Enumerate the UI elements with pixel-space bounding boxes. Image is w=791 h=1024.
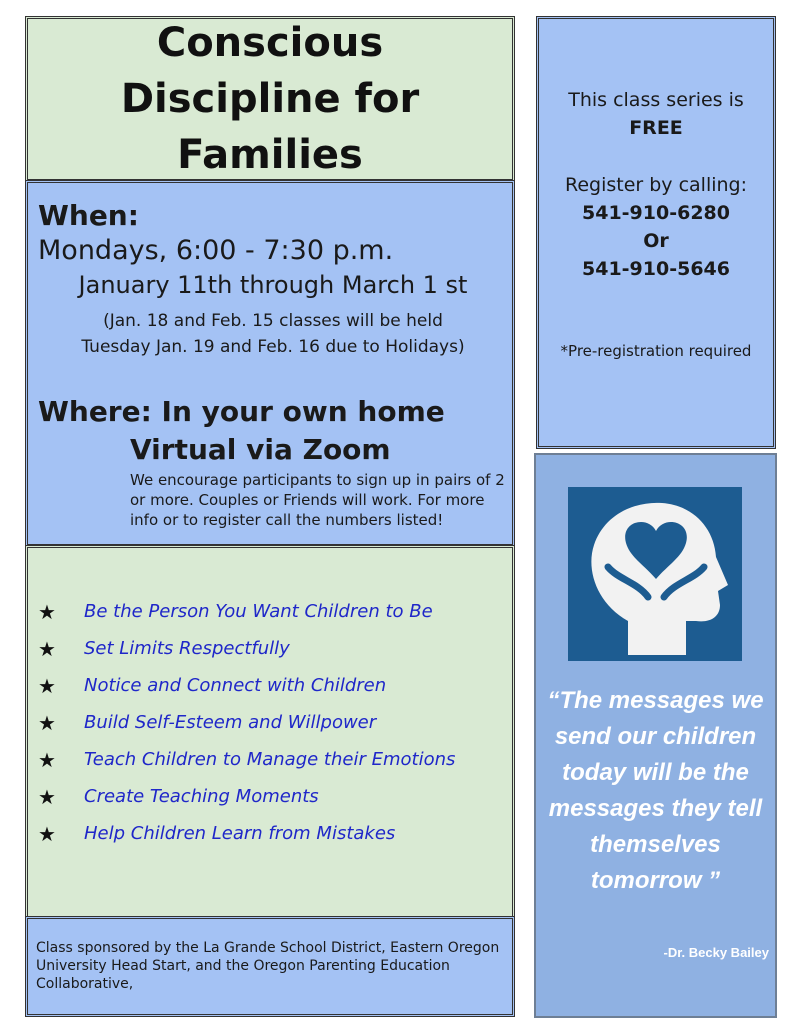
benefit-text: Build Self-Esteem and Willpower: [84, 712, 377, 733]
when-note-line2: Tuesday Jan. 19 and Feb. 16 due to Holidays): [81, 337, 465, 357]
register-line: Register by calling:: [564, 174, 748, 196]
sponsor-box: [25, 916, 515, 1017]
quote-author: -Dr. Becky Bailey: [663, 945, 769, 960]
benefit-text: Teach Children to Manage their Emotions: [84, 749, 456, 770]
star-icon: ★: [38, 599, 56, 624]
preregistration-note: *Pre-registration required: [560, 342, 752, 360]
when-note: [28, 308, 515, 360]
benefit-text: Set Limits Respectfully: [84, 638, 290, 659]
benefit-text: Be the Person You Want Children to Be: [84, 601, 433, 622]
list-item: [38, 630, 455, 667]
star-icon: ★: [38, 710, 56, 735]
free-line: This class series is: [568, 89, 744, 111]
registration-box: [536, 16, 776, 449]
quote-text: “The messages we send our children today will be the messages they tell themselves tomorrow ”: [547, 687, 764, 894]
star-icon: ★: [38, 673, 56, 698]
where-subtitle: Virtual via Zoom: [130, 433, 391, 466]
free-word: FREE: [629, 117, 683, 139]
when-time: Mondays, 6:00 - 7:30 p.m.: [38, 235, 394, 266]
benefits-box: [25, 545, 515, 919]
list-item: [38, 741, 455, 778]
phone-number-1: 541-910-6280: [582, 202, 730, 224]
when-label: When:: [38, 199, 139, 232]
page-title: Conscious Discipline for Families: [120, 20, 420, 178]
benefit-text: Create Teaching Moments: [84, 786, 319, 807]
where-label: Where: In your own home: [38, 395, 445, 428]
list-item: [38, 815, 455, 852]
star-icon: ★: [38, 747, 56, 772]
benefit-text: Notice and Connect with Children: [84, 675, 387, 696]
when-date-range: January 11th through March 1 st: [78, 271, 468, 299]
when-note-line1: (Jan. 18 and Feb. 15 classes will be held: [103, 311, 443, 331]
list-item: [38, 704, 455, 741]
where-description: We encourage participants to sign up in pairs of 2 or more. Couples or Friends will work. For more info or to register call the numbers listed!: [130, 471, 505, 529]
phone-number-2: 541-910-5646: [582, 258, 730, 280]
star-icon: ★: [38, 784, 56, 809]
benefit-text: Help Children Learn from Mistakes: [84, 823, 396, 844]
when-where-box: [25, 180, 515, 547]
brain-heart-icon: [568, 487, 742, 661]
sponsor-text: Class sponsored by the La Grande School District, Eastern Oregon University Head Start, and the Oregon Parenting Education Collaborative,: [36, 940, 500, 992]
or-word: Or: [643, 230, 669, 252]
list-item: [38, 593, 455, 630]
title-box: [25, 16, 515, 182]
star-icon: ★: [38, 821, 56, 846]
benefits-list: [38, 593, 455, 852]
list-item: [38, 778, 455, 815]
star-icon: ★: [38, 636, 56, 661]
list-item: [38, 667, 455, 704]
quote-box: [534, 453, 777, 1018]
